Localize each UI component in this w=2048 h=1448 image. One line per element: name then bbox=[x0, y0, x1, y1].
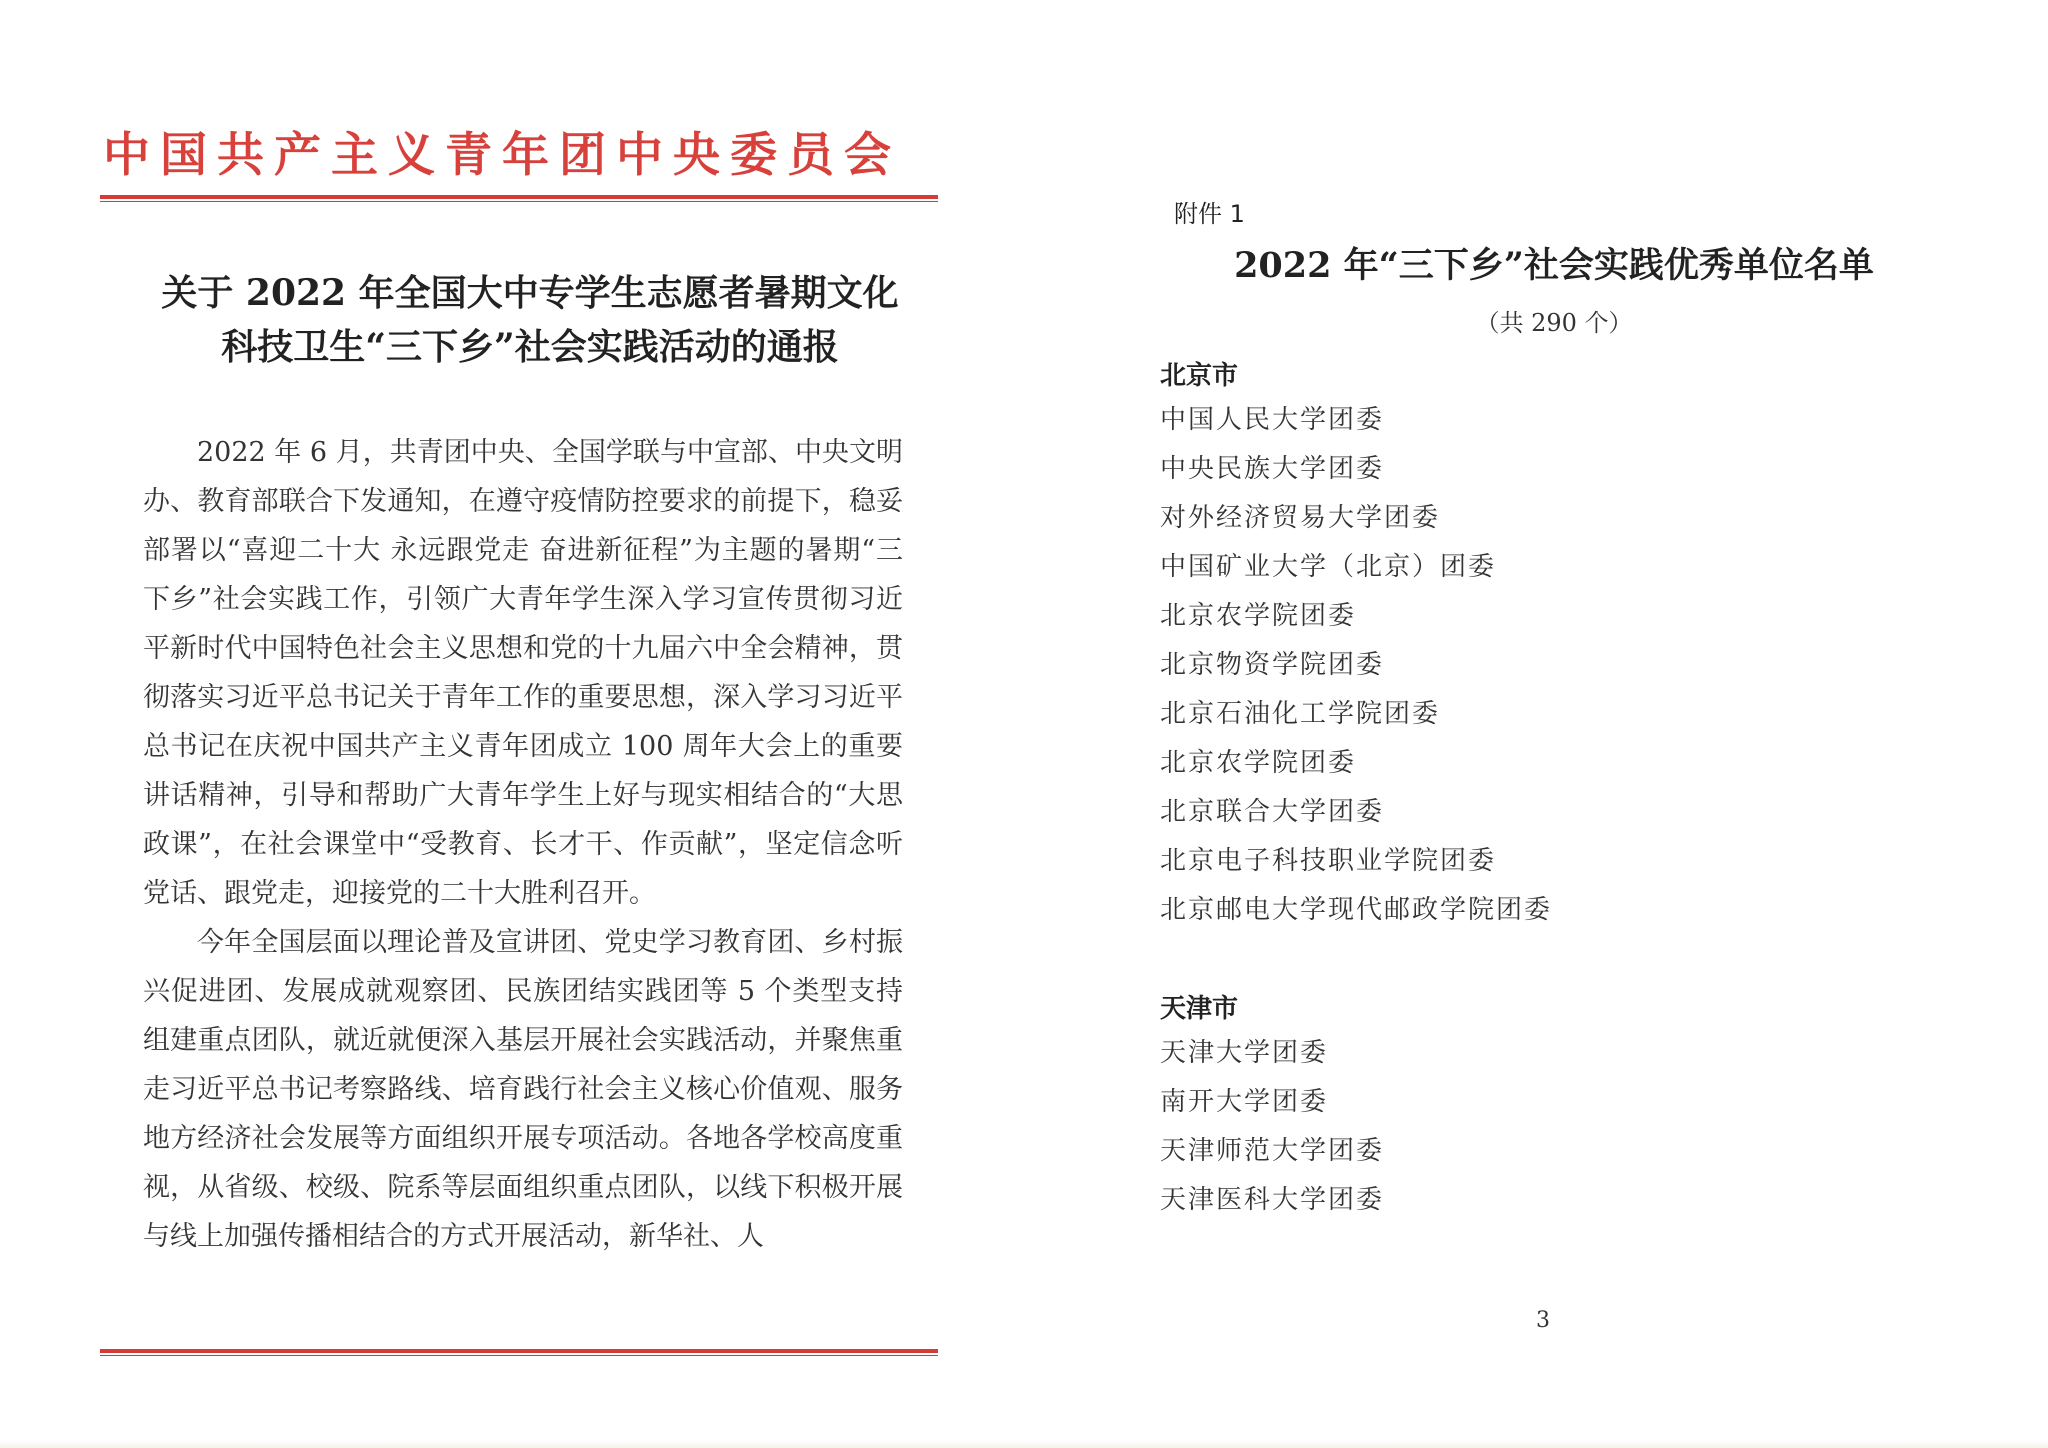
right-page bbox=[1024, 0, 2048, 1448]
list-item: 南开大学团委 bbox=[1160, 1087, 1329, 1117]
document-title bbox=[120, 266, 940, 374]
region-heading-tianjin: 天津市 bbox=[1160, 994, 1239, 1024]
body-paragraph: 今年全国层面以理论普及宣讲团、党史学习教育团、乡村振兴促进团、发展成就观察团、民族团结实践团等 5 个类型支持组建重点团队，就近就便深入基层开展社会实践活动，并聚焦重走习近平总书记考察路线、培育践行社会主义核心价值观、服务地方经济社会发展等方面组织开展专项活动。各地各学校高度重视，从省级、校级、院系等层面组织重点团队，以线下积极开展与线上加强传播相结合的方式开展活动，新华社、人 bbox=[143, 927, 903, 1252]
masthead-organization-name: 中国共产主义青年团中央委员会 bbox=[103, 128, 901, 183]
list-item: 北京物资学院团委 bbox=[1160, 650, 1385, 680]
red-rule-thick-line bbox=[100, 195, 938, 199]
list-item: 北京农学院团委 bbox=[1160, 748, 1357, 778]
list-item: 北京石油化工学院团委 bbox=[1160, 699, 1441, 729]
red-rule-thick-line bbox=[100, 1349, 938, 1353]
red-rule-thin-line bbox=[100, 201, 938, 202]
document-body bbox=[143, 428, 903, 1261]
list-item: 中国人民大学团委 bbox=[1160, 405, 1385, 435]
list-item: 天津医科大学团委 bbox=[1160, 1185, 1385, 1215]
list-item: 天津大学团委 bbox=[1160, 1038, 1329, 1068]
region-heading-beijing: 北京市 bbox=[1160, 361, 1239, 391]
list-item: 北京农学院团委 bbox=[1160, 601, 1357, 631]
attachment-label: 附件 1 bbox=[1174, 200, 1245, 228]
body-paragraph: 2022 年 6 月，共青团中央、全国学联与中宣部、中央文明办、教育部联合下发通知，在遵守疫情防控要求的前提下，稳妥部署以“喜迎二十大 永远跟党走 奋进新征程”为主题的暑期“三下乡”社会实践工作，引领广大青年学生深入学习宣传贯彻习近平新时代中国特色社会主义思想和党的十九届六中全会精神，贯彻落实习近平总书记关于青年工作的重要思想，深入学习习近平总书记在庆祝中国共产主义青年团成立 100 周年大会上的重要讲话精神，引导和帮助广大青年学生上好与现实相结合的“大思政课”，在社会课堂中“受教育、长才干、作贡献”，坚定信念听党话、跟党走，迎接党的二十大胜利召开。 bbox=[143, 437, 903, 909]
list-item: 北京联合大学团委 bbox=[1160, 797, 1385, 827]
red-rule-top bbox=[100, 195, 938, 203]
list-item: 中央民族大学团委 bbox=[1160, 454, 1385, 484]
document-title-line-1: 关于 2022 年全国大中专学生志愿者暑期文化 bbox=[161, 272, 899, 314]
page-number: 3 bbox=[1536, 1308, 1550, 1333]
list-item: 中国矿业大学（北京）团委 bbox=[1160, 552, 1497, 582]
list-item: 北京电子科技职业学院团委 bbox=[1160, 846, 1497, 876]
red-rule-bottom bbox=[100, 1349, 938, 1357]
list-title: 2022 年“三下乡”社会实践优秀单位名单 bbox=[1234, 245, 1874, 286]
list-item: 北京邮电大学现代邮政学院团委 bbox=[1160, 895, 1553, 925]
unit-list-tianjin bbox=[1160, 1029, 1384, 1225]
list-item: 天津师范大学团委 bbox=[1160, 1136, 1385, 1166]
document-title-line-2: 科技卫生“三下乡”社会实践活动的通报 bbox=[221, 326, 839, 368]
red-rule-thin-line bbox=[100, 1355, 938, 1356]
page-bottom-shadow bbox=[0, 1440, 2048, 1448]
unit-list-beijing bbox=[1160, 396, 1552, 935]
list-count: （共 290 个） bbox=[1475, 309, 1633, 337]
list-item: 对外经济贸易大学团委 bbox=[1160, 503, 1441, 533]
